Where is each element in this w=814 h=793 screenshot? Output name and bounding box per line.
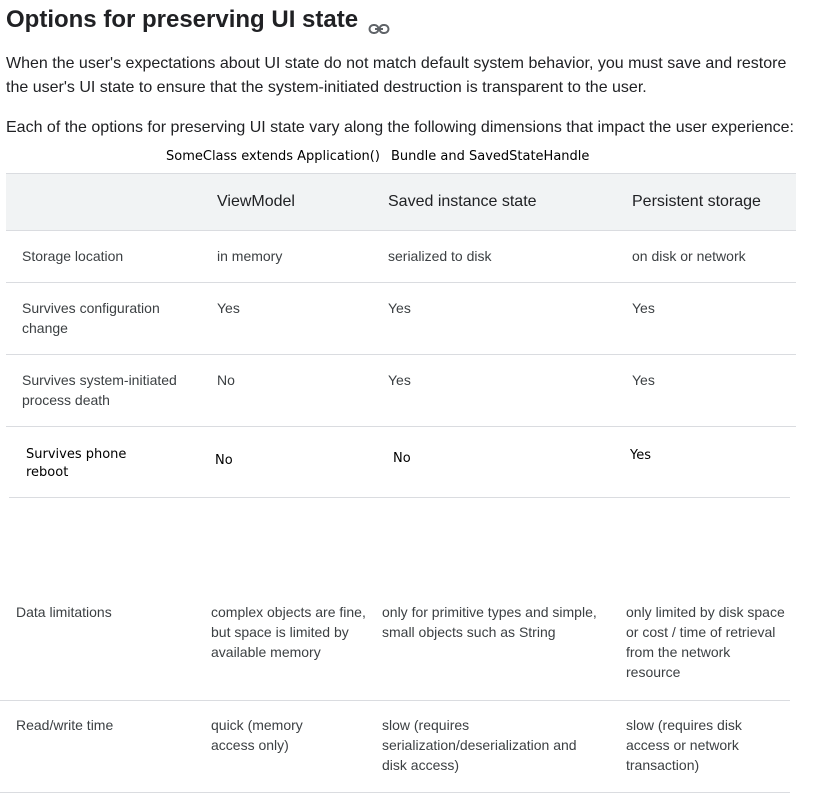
row-label: Read/write time	[16, 717, 114, 733]
table-row	[6, 355, 796, 427]
viewmodel-cell: Yes	[217, 300, 240, 316]
row-label: Survives system-initiated process death	[22, 372, 177, 408]
row-label: Survives phone reboot	[26, 447, 127, 480]
viewmodel-cell: No	[217, 372, 235, 388]
viewmodel-cell: complex objects are fine, but space is limited by available memory	[211, 604, 366, 660]
persistent-storage-cell: Yes	[632, 372, 655, 388]
ui-state-options-table	[6, 173, 796, 793]
header-saved-instance-state: Saved instance state	[388, 193, 537, 210]
persistent-storage-cell: only limited by disk space or cost / time of retrieval from the network resource	[626, 604, 785, 680]
persistent-storage-cell: Yes	[632, 300, 655, 316]
saved-instance-state-cell: slow (requires serialization/deserialization and disk access)	[382, 717, 577, 773]
header-persistent-storage: Persistent storage	[632, 193, 761, 210]
dimensions-paragraph: Each of the options for preserving UI state vary along the following dimensions that impact the user experience:	[6, 119, 794, 136]
saved-instance-state-cell: Yes	[388, 300, 411, 316]
row-label: Storage location	[22, 248, 124, 264]
viewmodel-cell: quick (memory access only)	[211, 717, 303, 753]
persistent-storage-cell: on disk or network	[632, 248, 746, 264]
viewmodel-cell: No	[215, 453, 233, 468]
viewmodel-cell: in memory	[217, 248, 283, 264]
table-row	[6, 283, 796, 355]
saved-instance-state-cell: No	[393, 451, 411, 466]
header-viewmodel: ViewModel	[217, 193, 295, 210]
saved-instance-state-cell: serialized to disk	[388, 248, 492, 264]
row-label: Survives configuration change	[22, 300, 160, 336]
instance-state-annotation: Bundle and SavedStateHandle	[391, 149, 590, 164]
section-title: Options for preserving UI state	[6, 6, 359, 33]
saved-instance-state-cell: Yes	[388, 372, 411, 388]
table-header	[6, 173, 796, 231]
table-row	[6, 231, 796, 283]
section-heading	[6, 6, 390, 34]
table-row	[0, 588, 790, 701]
row-label: Data limitations	[16, 604, 112, 620]
table-row	[0, 701, 790, 793]
saved-instance-state-cell: only for primitive types and simple, small objects such as String	[382, 604, 597, 640]
table-row	[6, 427, 796, 588]
viewmodel-annotation: SomeClass extends Application()	[166, 149, 380, 164]
link-icon[interactable]	[368, 15, 390, 29]
persistent-storage-cell: Yes	[630, 448, 651, 463]
intro-paragraph: When the user's expectations about UI state do not match default system behavior, you must save and restore the user's UI state to ensure that the system-initiated destruction is transparent to the user.	[6, 55, 787, 96]
persistent-storage-cell: slow (requires disk access or network transaction)	[626, 717, 742, 773]
row-divider	[9, 497, 790, 498]
